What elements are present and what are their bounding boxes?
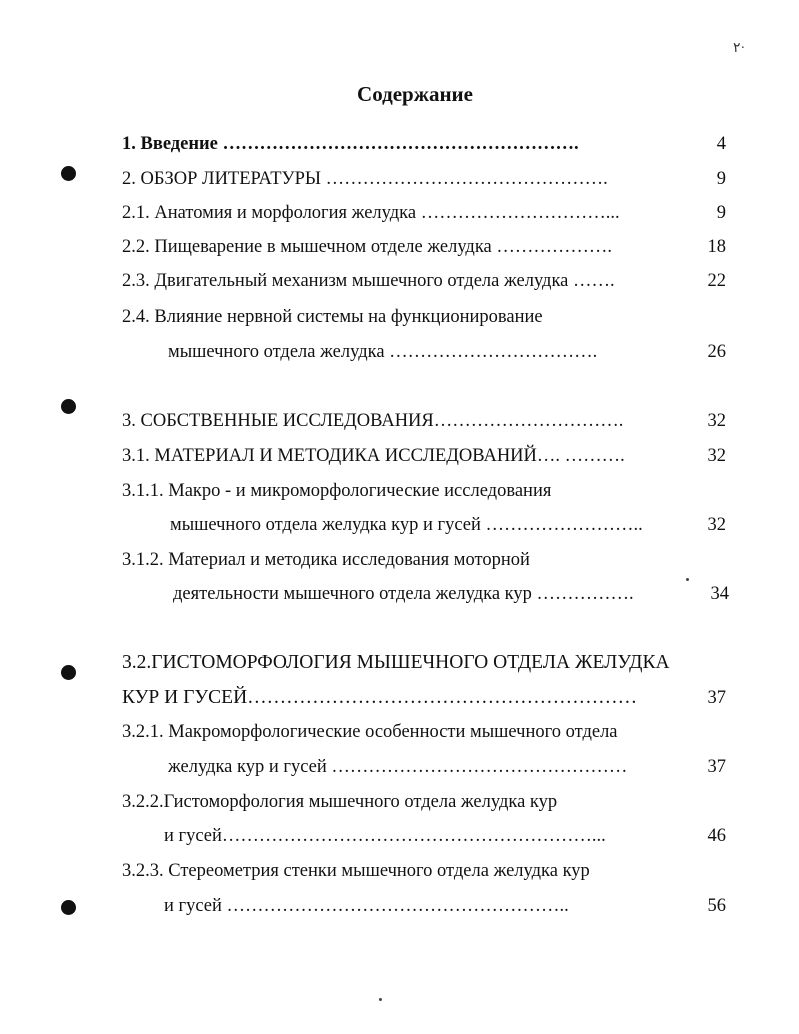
toc-entry-page: 32 [707,446,726,466]
toc-entry-page: 32 [707,411,726,431]
toc-entry-text: 2.3. Двигательный механизм мышечного отдела желудка ……. [122,271,615,291]
scan-speck [686,578,689,581]
toc-entry-literature-review [122,166,726,192]
toc-entry-text: 2.1. Анатомия и морфология желудка …………………………... [122,203,620,223]
toc-entry-3-2-3-cont [164,893,726,919]
toc-entry-text: деятельности мышечного отдела желудка кур ……………. [173,584,634,604]
toc-entry-3-2-1-cont [168,754,726,780]
toc-entry-3-2-cont [122,685,726,711]
toc-entry-3-1 [122,443,726,469]
toc-entry-text: 3.2.ГИСТОМОРФОЛОГИЯ МЫШЕЧНОГО ОТДЕЛА ЖЕЛУДКА [122,652,670,673]
toc-entry-text: 2.4. Влияние нервной системы на функционирование [122,307,543,327]
toc-entry-2-4-cont [168,339,726,365]
toc-entry-2-3 [122,268,726,294]
toc-entry-3-1-1 [122,478,726,504]
toc-entry-page: 37 [707,688,726,708]
toc-entry-3-2 [122,650,726,676]
toc-entry-page: 56 [707,896,726,916]
toc-entry-text: желудка кур и гусей ………………………………………… [168,757,628,777]
toc-entry-3-1-2-cont [173,581,729,607]
toc-entry-text: 2. ОБЗОР ЛИТЕРАТУРЫ ………………………………………. [122,169,608,189]
toc-entry-3-2-1 [122,719,726,745]
toc-entry-2-4 [122,304,726,330]
binder-hole-mark [61,399,76,414]
binder-hole-mark [61,166,76,181]
toc-entry-page: 18 [707,237,726,257]
toc-entry-3-2-3 [122,858,726,884]
toc-entry-3-2-2-cont [164,823,726,849]
toc-entry-text: 3.1.1. Макро - и микроморфологические исследования [122,481,552,501]
toc-entry-text: 1. Введение …………………………………………………. [122,134,579,154]
toc-entry-text: 3.2.3. Стереометрия стенки мышечного отдела желудка кур [122,861,590,881]
toc-entry-text: 3.1.2. Материал и методика исследования моторной [122,550,530,570]
toc-entry-page: 26 [707,342,726,362]
toc-entry-page: 32 [707,515,726,535]
toc-entry-page: 37 [707,757,726,777]
toc-entry-text: 3.2.1. Макроморфологические особенности мышечного отдела [122,722,618,742]
toc-entry-text: и гусей……………………………………………………... [164,826,606,846]
toc-entry-3-1-2 [122,547,726,573]
toc-entry-text: 3.2.2.Гистоморфология мышечного отдела желудка кур [122,792,558,812]
toc-entry-introduction [122,131,726,157]
binder-hole-mark [61,900,76,915]
toc-entry-text: 3. СОБСТВЕННЫЕ ИССЛЕДОВАНИЯ…………………………. [122,411,624,431]
toc-entry-3-1-1-cont [170,512,726,538]
toc-entry-text: мышечного отдела желудка кур и гусей …………………….. [170,515,643,535]
page-title: Содержание [357,82,473,106]
toc-entry-text: КУР И ГУСЕЙ…………………………………………………… [122,687,638,708]
corner-mark: ٢· [733,41,746,56]
toc-entry-text: 2.2. Пищеварение в мышечном отделе желудка ………………. [122,237,613,257]
toc-entry-page: 9 [716,169,726,189]
toc-entry-page: 46 [707,826,726,846]
toc-entry-own-research [122,408,726,434]
binder-hole-mark [61,665,76,680]
toc-entry-2-1 [122,200,726,226]
scan-speck [379,998,382,1001]
toc-entry-text: мышечного отдела желудка ……………………………. [168,342,598,362]
toc-entry-2-2 [122,234,726,260]
toc-entry-text: и гусей ……………………………………………….. [164,896,569,916]
toc-entry-page: 9 [716,203,726,223]
toc-entry-3-2-2 [122,789,726,815]
toc-entry-text: 3.1. МАТЕРИАЛ И МЕТОДИКА ИССЛЕДОВАНИЙ…. ………. [122,446,625,466]
toc-entry-page: 4 [716,134,726,154]
toc-entry-page: 34 [710,584,729,604]
toc-entry-page: 22 [707,271,726,291]
